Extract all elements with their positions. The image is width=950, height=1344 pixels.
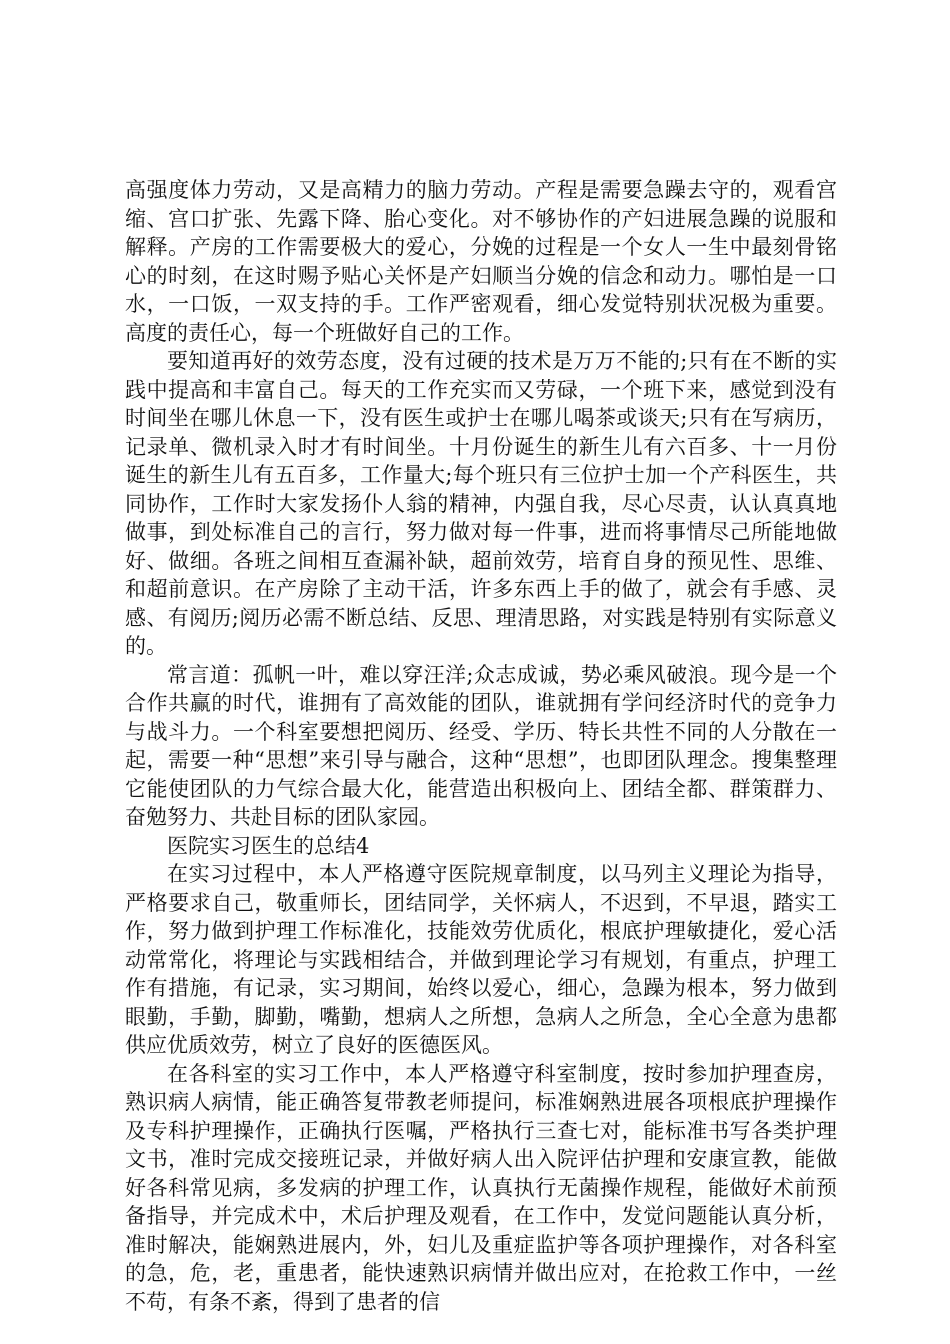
paragraph-3: 常言道：孤帆一叶，难以穿汪洋;众志成诚，势必乘风破浪。现今是一个合作共赢的时代，谁拥有了高效能的团队，谁就拥有学问经济时代的竞争力与战斗力。一个科室要想把阅历、经受、学历、特长共性不同的人分散在一起，需要一种“思想”来引导与融合，这种“思想”，也即团队理念。搜集整理它能使团队的力气综合最大化，能营造出积极向上、团结全都、群策群力、奋勉努力、共赴目标的团队家园。 [125, 662, 837, 829]
paragraph-1: 高强度体力劳动，又是高精力的脑力劳动。产程是需要急躁去守的，观看宫缩、宫口扩张、先露下降、胎心变化。对不够协作的产妇进展急躁的说服和解释。产房的工作需要极大的爱心，分娩的过程是一个女人一生中最刻骨铭心的时刻，在这时赐予贴心关怀是产妇顺当分娩的信念和动力。哪怕是一口水，一口饭，一双支持的手。工作严密观看，细心发觉特别状况极为重要。高度的责任心，每一个班做好自己的工作。 [125, 178, 837, 345]
paragraph-2: 要知道再好的效劳态度，没有过硬的技术是万万不能的;只有在不断的实践中提高和丰富自己。每天的工作充实而又劳碌，一个班下来，感觉到没有时间坐在哪儿休息一下，没有医生或护士在哪儿喝茶或谈天;只有在写病历，记录单、微机录入时才有时间坐。十月份诞生的新生儿有六百多、十一月份诞生的新生儿有五百多，工作量大;每个班只有三位护士加一个产科医生，共同协作，工作时大家发扬仆人翁的精神，内强自我，尽心尽责，认认真真地做事，到处标准自己的言行，努力做对每一件事，进而将事情尽己所能地做好、做细。各班之间相互查漏补缺，超前效劳，培育自身的预见性、思维、和超前意识。在产房除了主动干活，许多东西上手的做了，就会有手感、灵感、有阅历;阅历必需不断总结、反思、理清思路，对实践是特别有实际意义的。 [125, 349, 837, 658]
paragraph-6: 在各科室的实习工作中，本人严格遵守科室制度，按时参加护理查房，熟识病人病情，能正确答复带教老师提问，标准娴熟进展各项根底护理操作及专科护理操作，正确执行医嘱，严格执行三查七对，能标准书写各类护理文书，准时完成交接班记录，并做好病人出入院评估护理和安康宣教，能做好各科常见病，多发病的护理工作，认真执行无菌操作规程，能做好术前预备指导，并完成术中，术后护理及观看，在工作中，发觉问题能认真分析，准时解决，能娴熟进展内，外，妇儿及重症监护等各项护理操作，对各科室的急，危，老，重患者，能快速熟识病情并做出应对，在抢救工作中，一丝不苟，有条不紊，得到了患者的信 [125, 1061, 837, 1314]
document-body [125, 176, 837, 1316]
paragraph-5: 在实习过程中，本人严格遵守医院规章制度，以马列主义理论为指导，严格要求自己，敬重师长，团结同学，关怀病人，不迟到，不早退，踏实工作，努力做到护理工作标准化，技能效劳优质化，根底护理敏捷化，爱心活动常常化，将理论与实践相结合，并做到理论学习有规划，有重点，护理工作有措施，有记录，实习期间，始终以爱心，细心，急躁为根本，努力做到眼勤，手勤，脚勤，嘴勤，想病人之所想，急病人之所急，全心全意为患都供应优质效劳，树立了良好的医德医风。 [125, 862, 837, 1057]
section-heading: 医院实习医生的总结4 [167, 833, 370, 858]
